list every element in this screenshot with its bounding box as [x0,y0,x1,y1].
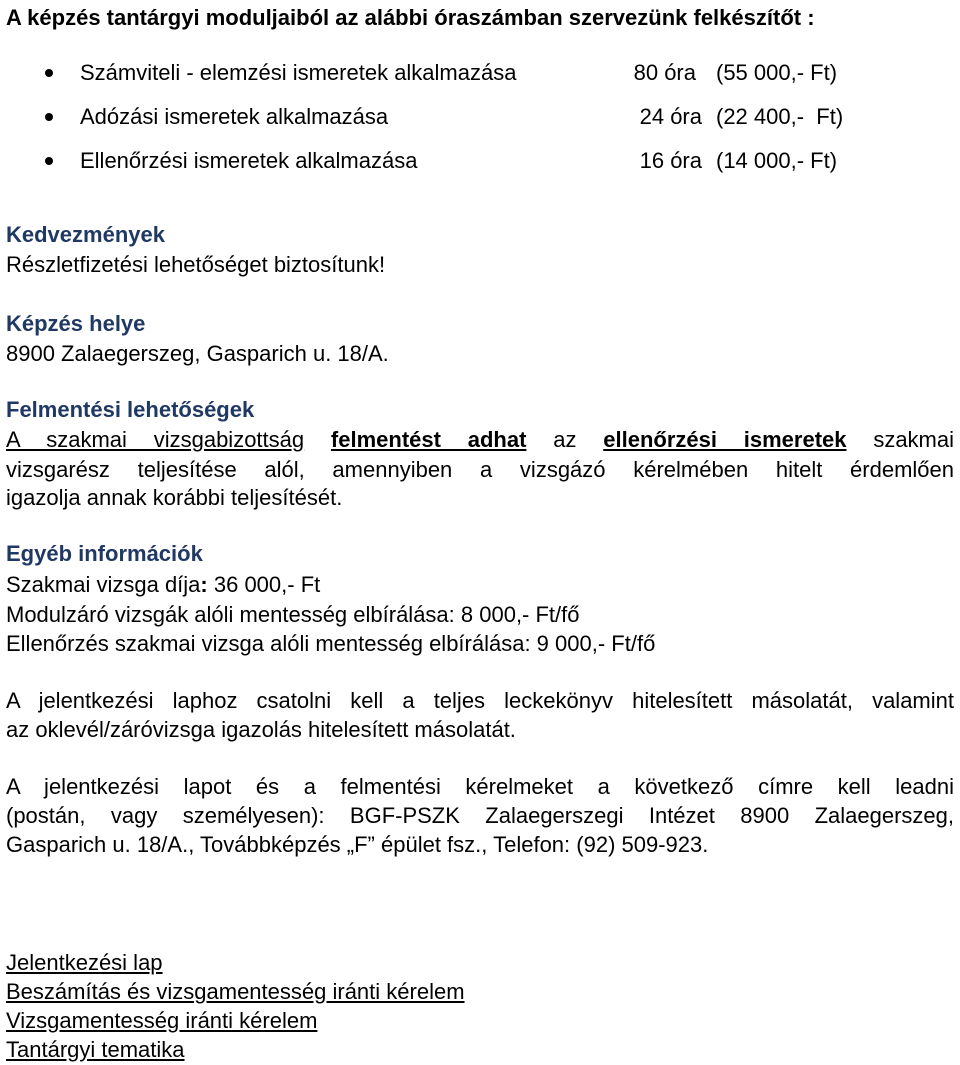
module-hours: 80 óra [633,60,696,85]
module-name: Ellenőrzési ismeretek alkalmazása [80,148,418,173]
location-text: 8900 Zalaegerszeg, Gasparich u. 18/A. [6,341,389,366]
module-hours: 24 óra [639,104,702,129]
exemptions-line: igazolja annak korábbi teljesítését. [6,485,343,510]
module-hours: 16 óra [639,148,702,173]
bullet-icon [45,157,53,165]
bullet-icon [45,113,53,121]
module-price: (22 400,- Ft) [716,104,844,129]
registration-form-link[interactable]: Jelentkezési lap [6,950,163,975]
exam-fee-colon: : [200,572,208,597]
intro-heading: A képzés tantárgyi moduljaiból az alábbi óraszámban szervezünk felkészítőt : [6,5,815,30]
exemptions-text: szakmai [873,427,954,452]
exemptions-text: az [553,427,577,452]
exam-fee-value: 36 000,- Ft [207,572,321,597]
exemptions-emphasis: felmentést adhat [330,427,527,452]
exemptions-line: vizsgarész teljesítése alól, amennyiben a vizsgázó kérelmében hitelt érdemlően [6,457,954,482]
attach-line: az oklevél/záróvizsga igazolás hitelesített másolatát. [6,717,516,742]
exemptions-heading: Felmentési lehetőségek [6,397,255,422]
discounts-text: Részletfizetési lehetőséget biztosítunk! [6,252,386,277]
exemptions-text: A szakmai vizsgabizottság [6,427,305,452]
submit-line: A jelentkezési lapot és a felmentési kérelmeket a következő címre kell leadni [6,774,954,799]
submit-line: (postán, vagy személyesen): BGF-PSZK Zalaegerszegi Intézet 8900 Zalaegerszeg, [6,803,954,828]
module-name: Adózási ismeretek alkalmazása [80,104,389,129]
exemptions-emphasis: ellenőrzési ismeretek [603,427,847,452]
subject-syllabus-link[interactable]: Tantárgyi tematika [6,1037,185,1062]
bullet-icon [45,69,53,77]
audit-exemption-fee: Ellenőrzés szakmai vizsga alóli mentesség elbírálása: 9 000,- Ft/fő [6,631,656,656]
exam-fee-label: Szakmai vizsga díja [6,572,201,597]
exemptions-line [6,426,954,454]
module-price: (14 000,- Ft) [716,148,838,173]
module-price: (55 000,- Ft) [716,60,838,85]
exam-exemption-request-link[interactable]: Vizsgamentesség iránti kérelem [6,1008,318,1033]
module-name: Számviteli - elemzési ismeretek alkalmazása [80,60,517,85]
attach-line: A jelentkezési laphoz csatolni kell a teljes leckekönyv hitelesített másolatát, valamint [6,688,954,713]
exam-fee [6,571,320,599]
discounts-heading: Kedvezmények [6,222,165,247]
submit-line: Gasparich u. 18/A., Továbbképzés „F” épület fsz., Telefon: (92) 509-923. [6,832,709,857]
module-exemption-fee: Modulzáró vizsgák alóli mentesség elbírálása: 8 000,- Ft/fő [6,602,580,627]
credit-exemption-request-link[interactable]: Beszámítás és vizsgamentesség iránti kérelem [6,979,465,1004]
other-heading: Egyéb információk [6,541,203,566]
location-heading: Képzés helye [6,311,146,336]
